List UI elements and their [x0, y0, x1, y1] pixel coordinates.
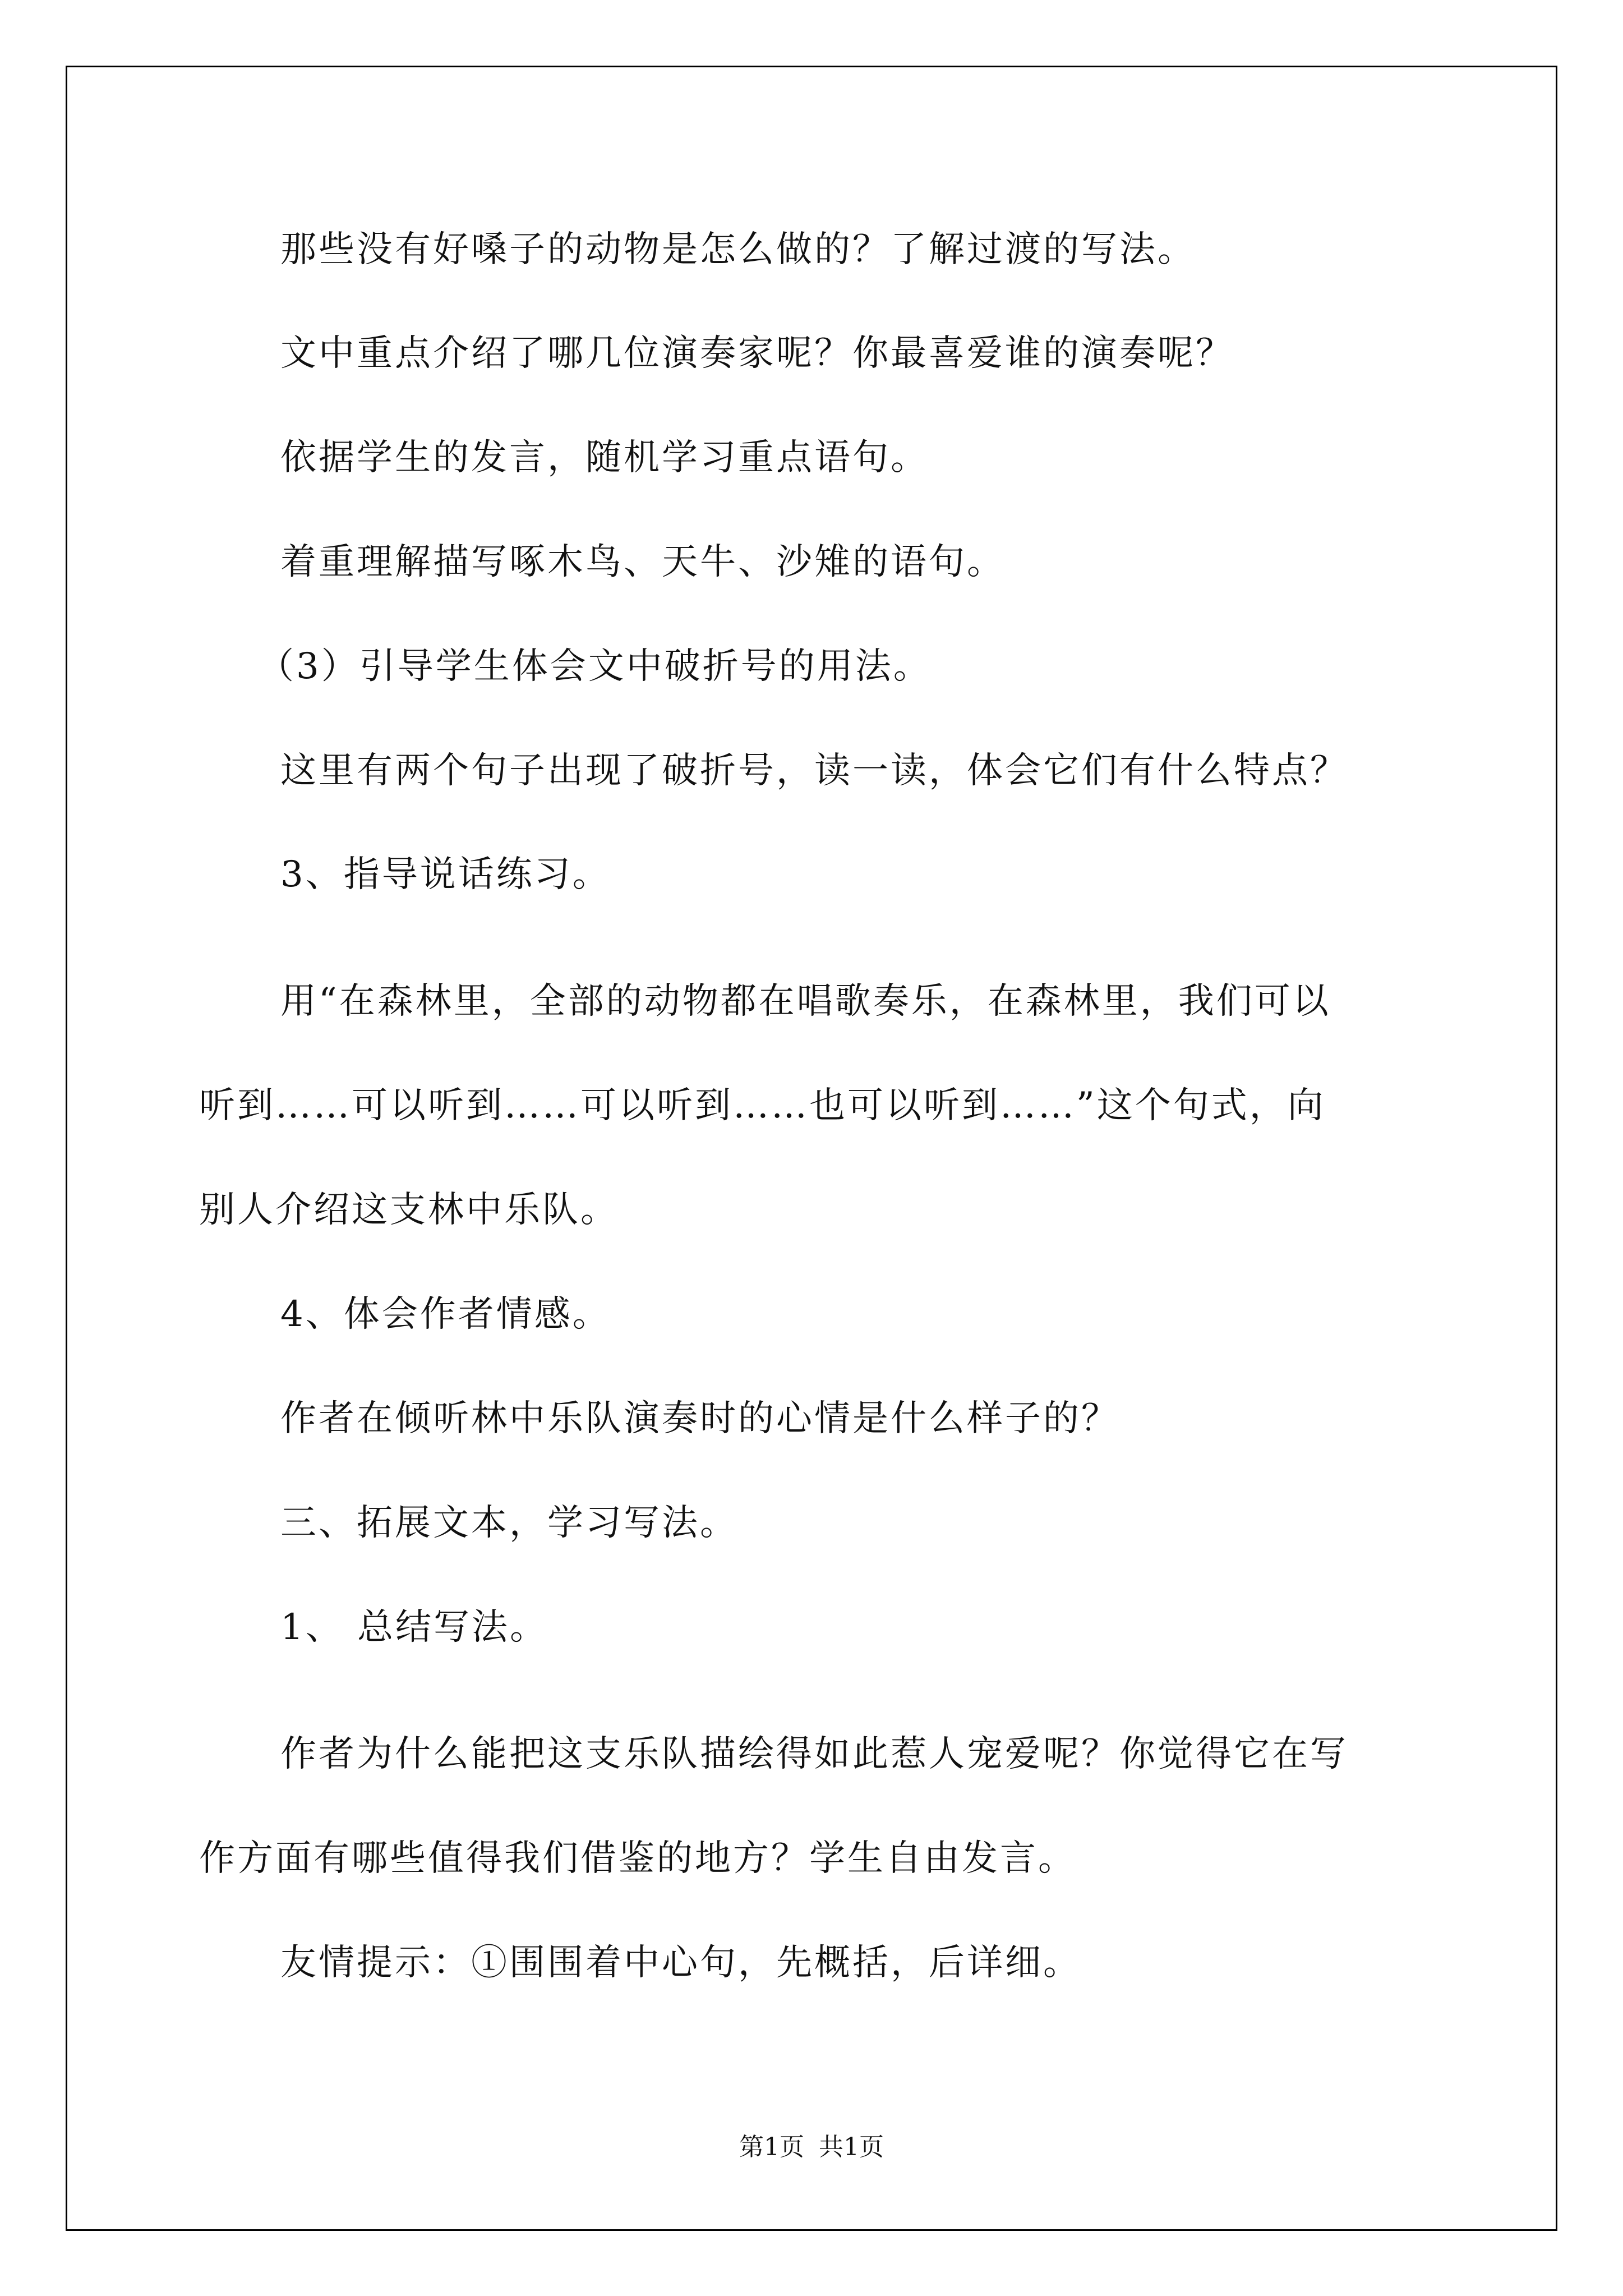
text-line: 那些没有好嗓子的动物是怎么做的？了解过渡的写法。: [280, 229, 1196, 270]
text-line: 听到……可以听到……可以听到……也可以听到……”这个句式，向: [199, 1085, 1326, 1126]
text-line: 用“在森林里，全部的动物都在唱歌奏乐，在森林里，我们可以: [280, 981, 1331, 1022]
text-line: 作方面有哪些值得我们借鉴的地方？学生自由发言。: [199, 1838, 1076, 1879]
page-total: 共1页: [819, 2133, 884, 2161]
text-line: （3）引导学生体会文中破折号的用法。: [258, 646, 932, 687]
text-line: 三、拓展文本，学习写法。: [280, 1502, 738, 1544]
text-line: 友情提示：①围围着中心句，先概括，后详细。: [280, 1942, 1081, 1984]
text-line: 依据学生的发言，随机学习重点语句。: [280, 437, 929, 478]
text-line: 文中重点介绍了哪几位演奏家呢？你最喜爱谁的演奏呢？: [280, 333, 1234, 374]
text-line: 3、指导说话练习。: [280, 854, 611, 895]
text-line: 作者在倾听林中乐队演奏时的心情是什么样子的？: [280, 1398, 1119, 1439]
page-number: 第1页: [739, 2133, 804, 2161]
text-line: 别人介绍这支林中乐队。: [199, 1189, 619, 1231]
page-footer: [0, 2132, 1623, 2163]
page-border: [66, 66, 1557, 2231]
text-line: 作者为什么能把这支乐队描绘得如此惹人宠爱呢？你觉得它在写: [280, 1733, 1348, 1775]
text-line: 1、 总结写法。: [280, 1607, 548, 1648]
text-line: 4、体会作者情感。: [280, 1294, 611, 1335]
text-line: 着重理解描写啄木鸟、天牛、沙雉的语句。: [280, 541, 1005, 583]
text-line: 这里有两个句子出现了破折号，读一读，体会它们有什么特点？: [280, 750, 1348, 792]
